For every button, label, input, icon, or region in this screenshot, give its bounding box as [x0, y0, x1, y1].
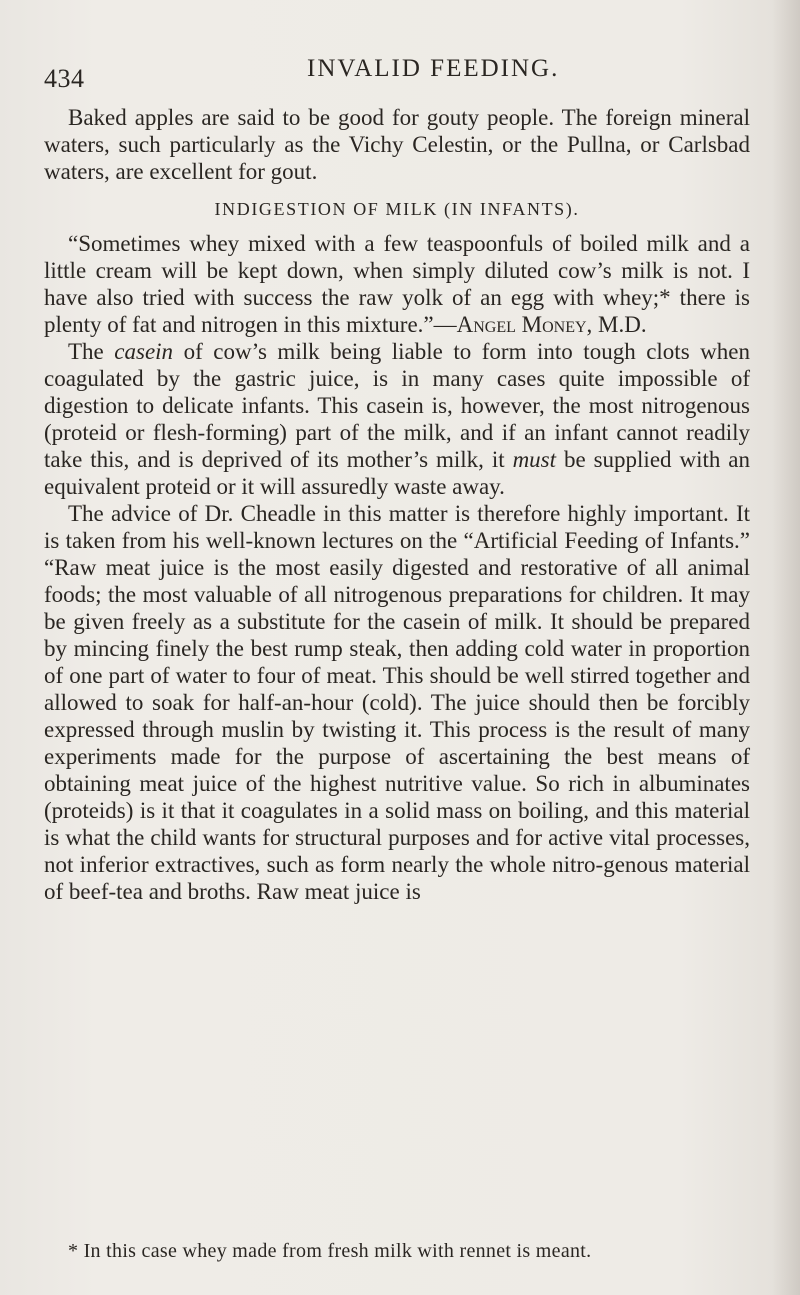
- section-heading: INDIGESTION OF MILK (IN INFANTS).: [214, 199, 580, 219]
- footnote: * In this case whey made from fresh milk with rennet is meant.: [68, 1240, 592, 1262]
- quote-text: “Sometimes whey mixed with a few teaspoonfuls of boiled milk and a little cream will be kept down, when simply diluted cow’s milk is not. I have also tried with success the raw yolk of an egg with whey;* there is plenty of fat and nitrogen in this mixture.”—: [44, 231, 750, 337]
- casein-italic: casein: [114, 339, 174, 364]
- must-italic: must: [512, 447, 557, 472]
- page-body: [44, 104, 750, 905]
- page-edge-shadow: [772, 0, 800, 1295]
- paragraph-gout: Baked apples are said to be good for gouty people. The foreign mineral waters, such particularly as the Vichy Celestin, or the Pullna, or Carlsbad waters, are excellent for gout.: [44, 105, 750, 184]
- paragraph-quote: [44, 230, 750, 338]
- paragraph-casein: [44, 338, 750, 500]
- page-header: [44, 52, 744, 92]
- casein-text-end: be supplied with an equivalent proteid or it will assuredly waste away.: [44, 447, 750, 499]
- page-number: 434: [44, 64, 85, 93]
- paragraph-cheadle: The advice of Dr. Cheadle in this matter is therefore highly important. It is taken from his well-known lectures on the “Artificial Feeding of Infants.” “Raw meat juice is the most easily digested and restorative of all animal foods; the most valuable of all nitrogenous preparations for children. It may be given freely as a substitute for the casein of milk. It should be prepared by mincing finely the best rump steak, then adding cold water in proportion of one part of water to four of meat. This should be well stirred together and allowed to soak for half-an-hour (cold). The juice should then be forcibly expressed through muslin by twisting it. This process is the result of many experiments made for the purpose of ascertaining the best means of obtaining meat juice of the highest nutritive value. So rich in albuminates (proteids) is it that it coagulates in a solid mass on boiling, and this material is what the child wants for structural purposes and for active vital processes, not inferior extractives, such as form nearly the whole nitro-genous material of beef-tea and broths. Raw meat juice is: [44, 501, 750, 904]
- running-head: INVALID FEEDING.: [307, 55, 560, 82]
- quote-attribution: Angel Money, M.D.: [456, 312, 647, 337]
- casein-text-mid: of cow’s milk being liable to form into tough clots when coagulated by the gastric juice, is in many cases quite impossible of digestion to delicate infants. This casein is, however, the most nitrogenous (proteid or flesh-forming) part of the milk, and if an infant cannot readily take this, and is deprived of its mother’s milk, it: [44, 339, 750, 472]
- casein-text-start: The: [68, 339, 115, 364]
